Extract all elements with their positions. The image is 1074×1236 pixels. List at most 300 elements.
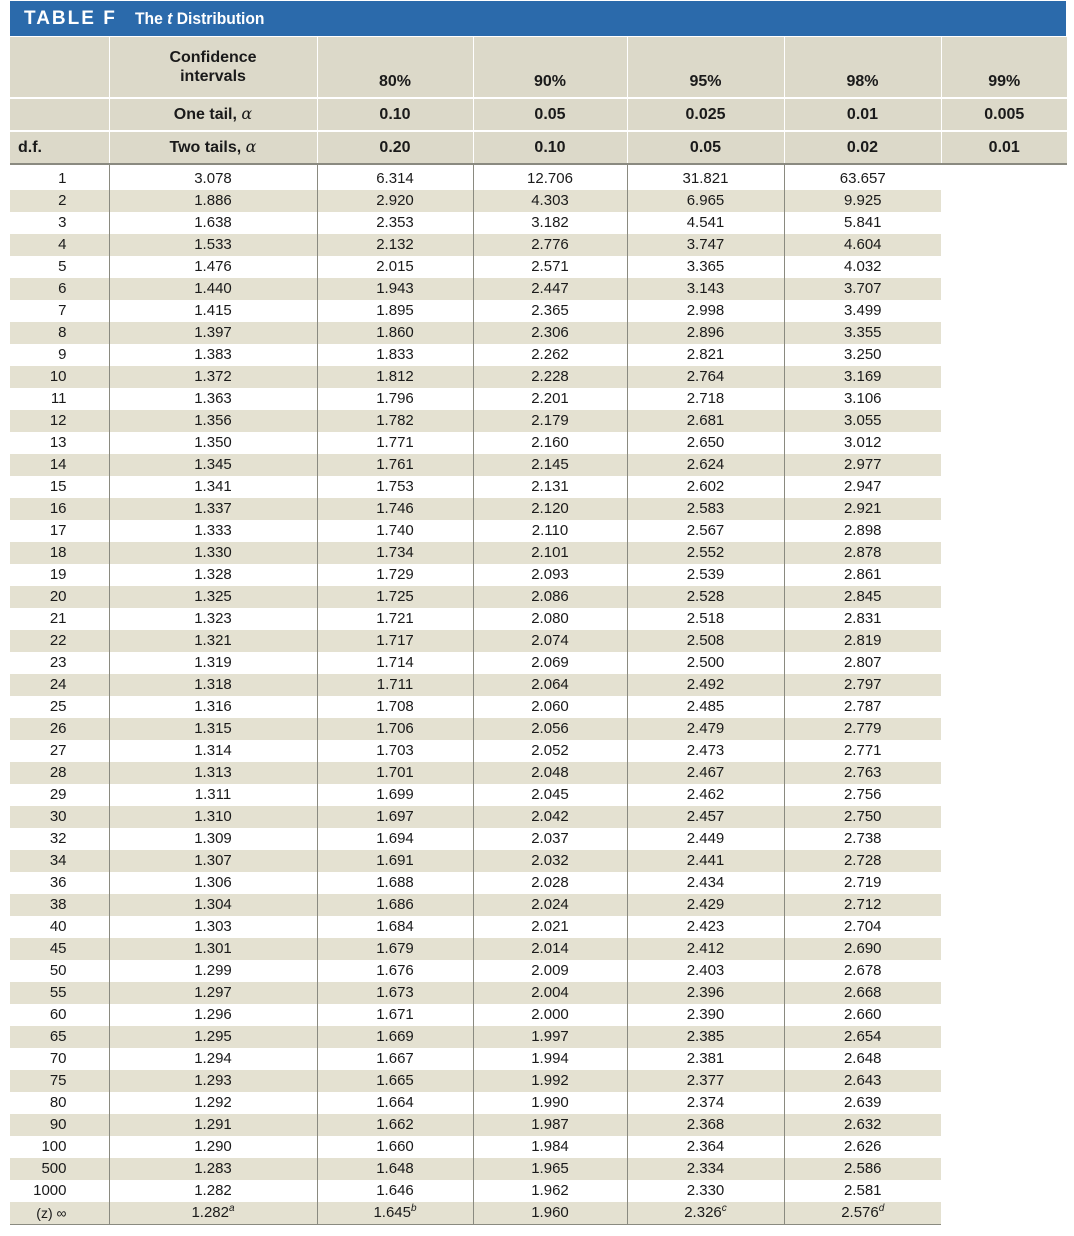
df-cell: 25 xyxy=(49,698,67,715)
df-cell: 15 xyxy=(49,478,67,495)
critical-value-cell xyxy=(627,1202,784,1225)
critical-value-cell: 1.638 xyxy=(109,212,317,234)
df-cell: 36 xyxy=(49,874,67,891)
critical-value-cell: 1.694 xyxy=(317,828,473,850)
df-cell: 19 xyxy=(49,566,67,583)
critical-value-cell: 2.045 xyxy=(473,784,627,806)
critical-value-cell: 2.632 xyxy=(784,1114,941,1136)
critical-value-cell: 1.363 xyxy=(109,388,317,410)
critical-value-cell: 1.994 xyxy=(473,1048,627,1070)
df-cell: 70 xyxy=(49,1050,67,1067)
critical-value-cell: 2.021 xyxy=(473,916,627,938)
critical-value-cell: 2.821 xyxy=(627,344,784,366)
df-cell: 6 xyxy=(10,278,109,300)
table-row xyxy=(10,542,1067,564)
critical-value-cell: 2.756 xyxy=(784,784,941,806)
critical-value: 2.326 xyxy=(684,1204,722,1221)
critical-value-cell: 2.179 xyxy=(473,410,627,432)
critical-value-cell: 1.307 xyxy=(109,850,317,872)
table-row xyxy=(10,828,1067,850)
confidence-95: 95% xyxy=(627,37,784,98)
critical-value-cell: 2.396 xyxy=(627,982,784,1004)
two-tails-alpha: 0.01 xyxy=(941,131,1067,164)
one-tail-alpha: 0.005 xyxy=(941,98,1067,131)
critical-value-cell: 2.447 xyxy=(473,278,627,300)
critical-value-cell: 2.145 xyxy=(473,454,627,476)
critical-value-cell: 2.921 xyxy=(784,498,941,520)
table-row xyxy=(10,498,1067,520)
critical-value-cell: 9.925 xyxy=(784,190,941,212)
critical-value-cell: 2.947 xyxy=(784,476,941,498)
critical-value-cell: 1.299 xyxy=(109,960,317,982)
critical-value-cell: 1.372 xyxy=(109,366,317,388)
critical-value-cell: 4.604 xyxy=(784,234,941,256)
critical-value-cell: 2.807 xyxy=(784,652,941,674)
critical-value-cell: 1.746 xyxy=(317,498,473,520)
critical-value-cell: 2.403 xyxy=(627,960,784,982)
df-cell: 21 xyxy=(49,610,67,627)
critical-value-cell: 2.861 xyxy=(784,564,941,586)
critical-value-cell: 1.301 xyxy=(109,938,317,960)
critical-value-cell: 2.738 xyxy=(784,828,941,850)
table-row xyxy=(10,718,1067,740)
critical-value-cell: 1.740 xyxy=(317,520,473,542)
critical-value-cell: 3.106 xyxy=(784,388,941,410)
df-cell: 55 xyxy=(10,982,109,1004)
critical-value-cell: 2.718 xyxy=(627,388,784,410)
critical-value-cell: 2.779 xyxy=(784,718,941,740)
two-tails-header-row xyxy=(10,131,1067,164)
critical-value-cell: 2.776 xyxy=(473,234,627,256)
critical-value-cell: 1.297 xyxy=(109,982,317,1004)
critical-value-cell: 2.690 xyxy=(784,938,941,960)
critical-value-cell: 3.365 xyxy=(627,256,784,278)
critical-value-cell: 2.750 xyxy=(784,806,941,828)
critical-value-cell: 1.717 xyxy=(317,630,473,652)
critical-value-cell: 2.467 xyxy=(627,762,784,784)
critical-value-cell: 1.708 xyxy=(317,696,473,718)
two-tails-alpha: 0.20 xyxy=(317,131,473,164)
critical-value-cell: 1.734 xyxy=(317,542,473,564)
critical-value-cell: 1.295 xyxy=(109,1026,317,1048)
footnote-marker: a xyxy=(228,1203,235,1214)
critical-value-cell: 1.688 xyxy=(317,872,473,894)
df-cell: 22 xyxy=(10,630,109,652)
critical-value-cell: 2.042 xyxy=(473,806,627,828)
critical-value-cell: 2.787 xyxy=(784,696,941,718)
critical-value-cell: 2.120 xyxy=(473,498,627,520)
critical-value-cell: 2.845 xyxy=(784,586,941,608)
df-cell: 60 xyxy=(49,1006,67,1023)
critical-value-cell: 3.250 xyxy=(784,344,941,366)
critical-value-cell: 2.920 xyxy=(317,190,473,212)
critical-value-cell: 1.662 xyxy=(317,1114,473,1136)
df-cell: 1 xyxy=(58,170,67,187)
df-cell: 5 xyxy=(58,258,67,275)
critical-value-cell: 3.355 xyxy=(784,322,941,344)
table-row xyxy=(10,872,1067,894)
critical-value-cell: 2.552 xyxy=(627,542,784,564)
df-cell: 13 xyxy=(49,434,67,451)
critical-value-cell: 1.886 xyxy=(109,190,317,212)
table-row xyxy=(10,410,1067,432)
critical-value-cell: 2.377 xyxy=(627,1070,784,1092)
critical-value-cell: 3.169 xyxy=(784,366,941,388)
critical-value-cell: 1.292 xyxy=(109,1092,317,1114)
one-tail-label: One tail, α xyxy=(109,98,317,131)
critical-value-cell: 2.028 xyxy=(473,872,627,894)
critical-value-cell: 1.321 xyxy=(109,630,317,652)
df-cell: 24 xyxy=(10,674,109,696)
critical-value-cell: 2.365 xyxy=(473,300,627,322)
critical-value-cell: 2.473 xyxy=(627,740,784,762)
critical-value-cell: 1.309 xyxy=(109,828,317,850)
critical-value-cell: 1.646 xyxy=(317,1180,473,1202)
table-row-z xyxy=(10,1202,1067,1225)
table-row xyxy=(10,1092,1067,1114)
two-tails-alpha: 0.05 xyxy=(627,131,784,164)
critical-value-cell: 4.032 xyxy=(784,256,941,278)
table-row xyxy=(10,982,1067,1004)
one-tail-header-row xyxy=(10,98,1067,131)
table-row xyxy=(10,520,1067,542)
critical-value-cell: 2.000 xyxy=(473,1004,627,1026)
df-cell: 26 xyxy=(10,718,109,740)
table-row xyxy=(10,366,1067,388)
critical-value-cell: 2.160 xyxy=(473,432,627,454)
critical-value-cell: 1.714 xyxy=(317,652,473,674)
critical-value-cell: 2.009 xyxy=(473,960,627,982)
critical-value-cell: 2.648 xyxy=(784,1048,941,1070)
critical-value-cell: 1.984 xyxy=(473,1136,627,1158)
table-row xyxy=(10,894,1067,916)
table-row xyxy=(10,1004,1067,1026)
footnote-marker: d xyxy=(878,1203,885,1214)
critical-value-cell: 2.602 xyxy=(627,476,784,498)
table-row xyxy=(10,388,1067,410)
critical-value-cell: 1.706 xyxy=(317,718,473,740)
critical-value-cell: 2.492 xyxy=(627,674,784,696)
footnote-marker: b xyxy=(410,1203,417,1214)
critical-value-cell: 2.086 xyxy=(473,586,627,608)
critical-value-cell: 2.228 xyxy=(473,366,627,388)
critical-value-cell: 1.701 xyxy=(317,762,473,784)
critical-value-cell: 2.479 xyxy=(627,718,784,740)
table-row xyxy=(10,696,1067,718)
critical-value-cell: 2.004 xyxy=(473,982,627,1004)
table-row xyxy=(10,1048,1067,1070)
critical-value-cell: 2.132 xyxy=(317,234,473,256)
df-cell: 1000 xyxy=(33,1182,67,1199)
critical-value-cell: 1.319 xyxy=(109,652,317,674)
table-row xyxy=(10,256,1067,278)
critical-value-cell: 2.539 xyxy=(627,564,784,586)
critical-value-cell: 1.476 xyxy=(109,256,317,278)
critical-value-cell: 2.771 xyxy=(784,740,941,762)
critical-value-cell: 2.441 xyxy=(627,850,784,872)
critical-value-cell: 1.304 xyxy=(109,894,317,916)
critical-value-cell: 1.667 xyxy=(317,1048,473,1070)
critical-value-cell: 1.665 xyxy=(317,1070,473,1092)
df-cell: 500 xyxy=(10,1158,109,1180)
critical-value-cell: 2.831 xyxy=(784,608,941,630)
critical-value-cell: 2.423 xyxy=(627,916,784,938)
critical-value-cell: 2.385 xyxy=(627,1026,784,1048)
critical-value-cell: 1.697 xyxy=(317,806,473,828)
critical-value-cell: 3.747 xyxy=(627,234,784,256)
critical-value-cell: 1.293 xyxy=(109,1070,317,1092)
critical-value-cell: 1.356 xyxy=(109,410,317,432)
table-row xyxy=(10,652,1067,674)
critical-value-cell: 2.668 xyxy=(784,982,941,1004)
critical-value-cell: 2.064 xyxy=(473,674,627,696)
critical-value-cell: 2.819 xyxy=(784,630,941,652)
confidence-90: 90% xyxy=(473,37,627,98)
critical-value-cell: 2.014 xyxy=(473,938,627,960)
critical-value-cell: 2.896 xyxy=(627,322,784,344)
critical-value-cell: 2.624 xyxy=(627,454,784,476)
table-row xyxy=(10,300,1067,322)
critical-value-cell: 2.024 xyxy=(473,894,627,916)
critical-value-cell: 2.457 xyxy=(627,806,784,828)
critical-value-cell: 2.201 xyxy=(473,388,627,410)
critical-value-cell: 1.943 xyxy=(317,278,473,300)
critical-value-cell: 2.306 xyxy=(473,322,627,344)
critical-value-cell: 1.296 xyxy=(109,1004,317,1026)
critical-value-cell: 2.500 xyxy=(627,652,784,674)
critical-value-cell: 1.833 xyxy=(317,344,473,366)
critical-value-cell: 1.962 xyxy=(473,1180,627,1202)
critical-value-cell: 31.821 xyxy=(627,164,784,190)
critical-value-cell: 1.316 xyxy=(109,696,317,718)
critical-value-cell: 1.965 xyxy=(473,1158,627,1180)
critical-value: 1.645 xyxy=(373,1204,411,1221)
table-row xyxy=(10,212,1067,234)
table-row xyxy=(10,784,1067,806)
critical-value-cell: 1.753 xyxy=(317,476,473,498)
df-cell: 80 xyxy=(49,1094,67,1111)
table-row xyxy=(10,476,1067,498)
critical-value-cell: 4.541 xyxy=(627,212,784,234)
critical-value-cell: 2.101 xyxy=(473,542,627,564)
df-cell: 90 xyxy=(10,1114,109,1136)
table-row xyxy=(10,916,1067,938)
critical-value-cell: 6.314 xyxy=(317,164,473,190)
table-row xyxy=(10,674,1067,696)
df-cell: 40 xyxy=(49,918,67,935)
critical-value-cell: 1.782 xyxy=(317,410,473,432)
critical-value-cell: 1.328 xyxy=(109,564,317,586)
t-distribution-table xyxy=(10,37,1067,1225)
critical-value-cell: 2.462 xyxy=(627,784,784,806)
df-cell: 65 xyxy=(10,1026,109,1048)
confidence-intervals-label: Confidence intervals xyxy=(109,37,317,98)
critical-value-cell: 1.303 xyxy=(109,916,317,938)
critical-value-cell: 2.528 xyxy=(627,586,784,608)
two-tails-alpha: 0.10 xyxy=(473,131,627,164)
table-row xyxy=(10,850,1067,872)
critical-value-cell: 3.143 xyxy=(627,278,784,300)
critical-value-cell: 2.639 xyxy=(784,1092,941,1114)
critical-value-cell: 2.262 xyxy=(473,344,627,366)
critical-value-cell: 1.699 xyxy=(317,784,473,806)
critical-value-cell: 1.315 xyxy=(109,718,317,740)
critical-value-cell: 1.318 xyxy=(109,674,317,696)
critical-value-cell: 6.965 xyxy=(627,190,784,212)
df-cell: 32 xyxy=(49,830,67,847)
critical-value-cell: 2.015 xyxy=(317,256,473,278)
critical-value: 1.960 xyxy=(531,1204,569,1221)
critical-value-cell: 1.648 xyxy=(317,1158,473,1180)
critical-value-cell: 2.048 xyxy=(473,762,627,784)
table-body xyxy=(10,164,1067,1225)
df-cell: 12 xyxy=(10,410,109,432)
critical-value-cell: 1.729 xyxy=(317,564,473,586)
table-row xyxy=(10,938,1067,960)
critical-value-cell: 1.684 xyxy=(317,916,473,938)
critical-value-cell: 2.583 xyxy=(627,498,784,520)
critical-value-cell: 2.368 xyxy=(627,1114,784,1136)
critical-value-cell: 2.330 xyxy=(627,1180,784,1202)
critical-value-cell: 1.325 xyxy=(109,586,317,608)
one-tail-alpha: 0.025 xyxy=(627,98,784,131)
one-tail-alpha: 0.05 xyxy=(473,98,627,131)
critical-value-cell: 1.350 xyxy=(109,432,317,454)
table-row xyxy=(10,1136,1067,1158)
critical-value-cell: 1.323 xyxy=(109,608,317,630)
critical-value-cell: 2.449 xyxy=(627,828,784,850)
critical-value-cell: 1.691 xyxy=(317,850,473,872)
critical-value-cell: 2.878 xyxy=(784,542,941,564)
df-cell: 8 xyxy=(10,322,109,344)
df-cell: 23 xyxy=(49,654,67,671)
critical-value-cell xyxy=(109,1202,317,1225)
critical-value-cell: 1.703 xyxy=(317,740,473,762)
one-tail-alpha: 0.10 xyxy=(317,98,473,131)
df-cell: 27 xyxy=(49,742,67,759)
critical-value-cell: 1.294 xyxy=(109,1048,317,1070)
df-cell: 18 xyxy=(10,542,109,564)
table-row xyxy=(10,432,1067,454)
critical-value-cell: 1.330 xyxy=(109,542,317,564)
critical-value-cell: 2.093 xyxy=(473,564,627,586)
df-cell: 14 xyxy=(10,454,109,476)
two-tails-label: Two tails, α xyxy=(109,131,317,164)
critical-value-cell: 63.657 xyxy=(784,164,941,190)
critical-value-cell: 1.669 xyxy=(317,1026,473,1048)
critical-value-cell: 2.353 xyxy=(317,212,473,234)
critical-value-cell: 2.654 xyxy=(784,1026,941,1048)
critical-value-cell: 1.306 xyxy=(109,872,317,894)
table-row xyxy=(10,564,1067,586)
critical-value-cell: 1.997 xyxy=(473,1026,627,1048)
critical-value-cell: 1.761 xyxy=(317,454,473,476)
critical-value-cell: 1.796 xyxy=(317,388,473,410)
critical-value-cell: 2.581 xyxy=(784,1180,941,1202)
df-cell: 2 xyxy=(10,190,109,212)
critical-value-cell: 1.345 xyxy=(109,454,317,476)
critical-value-cell: 2.567 xyxy=(627,520,784,542)
critical-value-cell: 2.626 xyxy=(784,1136,941,1158)
critical-value-cell: 1.895 xyxy=(317,300,473,322)
table-row xyxy=(10,454,1067,476)
critical-value-cell: 1.337 xyxy=(109,498,317,520)
critical-value-cell: 1.676 xyxy=(317,960,473,982)
table-row xyxy=(10,322,1067,344)
critical-value-cell: 2.080 xyxy=(473,608,627,630)
table-row xyxy=(10,586,1067,608)
df-header: d.f. xyxy=(10,131,109,164)
critical-value-cell: 12.706 xyxy=(473,164,627,190)
critical-value-cell: 2.429 xyxy=(627,894,784,916)
critical-value-cell: 1.664 xyxy=(317,1092,473,1114)
critical-value-cell: 1.992 xyxy=(473,1070,627,1092)
critical-value-cell: 1.311 xyxy=(109,784,317,806)
critical-value-cell: 1.812 xyxy=(317,366,473,388)
table-row xyxy=(10,164,1067,190)
critical-value-cell: 2.390 xyxy=(627,1004,784,1026)
table-row xyxy=(10,1180,1067,1202)
df-cell: 38 xyxy=(10,894,109,916)
table-title-bar xyxy=(10,1,1066,36)
critical-value-cell: 2.719 xyxy=(784,872,941,894)
critical-value-cell: 2.678 xyxy=(784,960,941,982)
critical-value-cell: 2.977 xyxy=(784,454,941,476)
critical-value-cell: 1.290 xyxy=(109,1136,317,1158)
critical-value-cell: 1.282 xyxy=(109,1180,317,1202)
table-label: TABLE F xyxy=(24,7,117,29)
critical-value-cell: 2.131 xyxy=(473,476,627,498)
df-cell: 9 xyxy=(58,346,67,363)
critical-value-cell: 1.313 xyxy=(109,762,317,784)
critical-value-cell: 2.728 xyxy=(784,850,941,872)
critical-value-cell: 2.571 xyxy=(473,256,627,278)
critical-value-cell: 3.707 xyxy=(784,278,941,300)
critical-value-cell: 2.434 xyxy=(627,872,784,894)
df-cell: 17 xyxy=(49,522,67,539)
df-cell: 100 xyxy=(41,1138,67,1155)
critical-value-cell: 4.303 xyxy=(473,190,627,212)
critical-value-cell: 1.533 xyxy=(109,234,317,256)
df-cell: 3 xyxy=(58,214,67,231)
critical-value-cell xyxy=(473,1202,627,1225)
critical-value-cell: 2.412 xyxy=(627,938,784,960)
critical-value-cell: 1.725 xyxy=(317,586,473,608)
critical-value-cell: 2.898 xyxy=(784,520,941,542)
df-cell: 75 xyxy=(10,1070,109,1092)
table-row xyxy=(10,608,1067,630)
footnote-marker: c xyxy=(721,1203,727,1214)
critical-value-cell: 3.012 xyxy=(784,432,941,454)
two-tails-alpha: 0.02 xyxy=(784,131,941,164)
critical-value-cell: 1.440 xyxy=(109,278,317,300)
table-row xyxy=(10,762,1067,784)
critical-value-cell: 1.314 xyxy=(109,740,317,762)
critical-value-cell: 3.499 xyxy=(784,300,941,322)
df-cell: 34 xyxy=(10,850,109,872)
table-row xyxy=(10,740,1067,762)
critical-value-cell: 1.310 xyxy=(109,806,317,828)
table-title: The t Distribution xyxy=(134,8,265,28)
critical-value-cell: 1.660 xyxy=(317,1136,473,1158)
critical-value-cell: 2.110 xyxy=(473,520,627,542)
critical-value-cell: 3.055 xyxy=(784,410,941,432)
critical-value-cell: 1.415 xyxy=(109,300,317,322)
critical-value: 2.576 xyxy=(841,1204,879,1221)
critical-value-cell: 2.069 xyxy=(473,652,627,674)
critical-value-cell: 2.060 xyxy=(473,696,627,718)
critical-value-cell: 1.860 xyxy=(317,322,473,344)
